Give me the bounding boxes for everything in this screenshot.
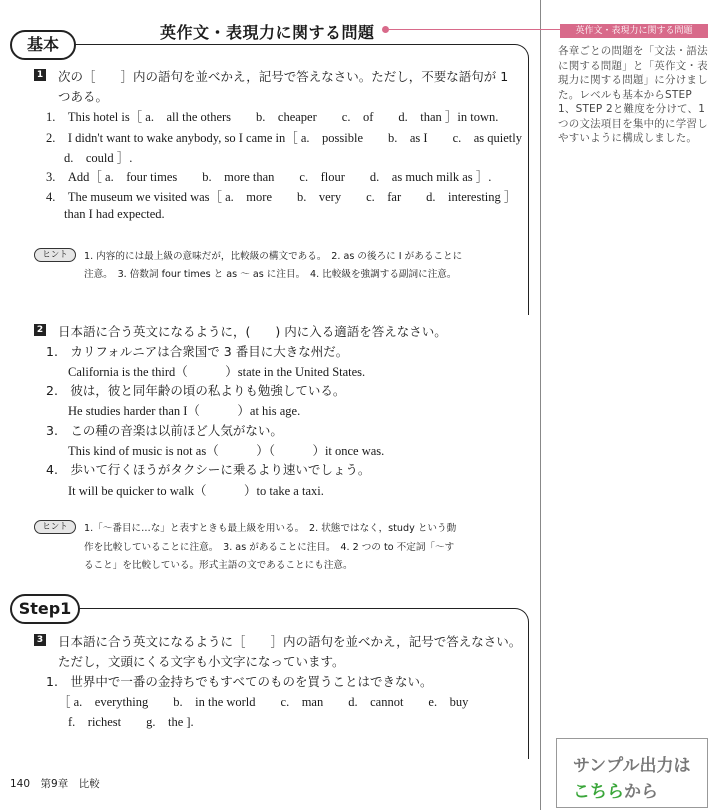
q2-instruction: 日本語に合う英文になるように，( ) 内に入る適語を答えなさい。 [58,324,447,339]
q1-item-3: 3. Add［ a. four times b. more than c. flour d. as much milk as ］. [46,170,492,184]
hint-badge-2: ヒント [34,520,76,534]
q2-item-4-en: It will be quicker to walk（ ）to take a taxi. [68,484,324,498]
hint2-line3: ること」を比較している。形式主語の文であることにも注意。 [84,560,353,571]
q2-item-1-jp: 1. カリフォルニアは合衆国で 3 番目に大きな州だ。 [46,344,349,359]
q2-item-3-jp: 3. この種の音楽は以前ほど人気がない。 [46,423,283,438]
sample-output-label: サンプル出力は [573,756,691,776]
title-dot-icon [382,26,389,33]
q3-item-1-options: ［ a. everything b. in the world c. man d. cannot e. buy [58,695,469,709]
title-leader-line [389,29,561,30]
hint-badge-1: ヒント [34,248,76,262]
q1-item-2: 2. I didn't want to wake anybody, so I came in［ a. possible b. as I c. as quietly [46,131,523,145]
q3-item-1-options-cont: f. richest g. the ]. [68,715,194,729]
question-number-1: 1 [34,69,46,81]
q3-instruction-line2: ただし，文頭にくる文字も小文字になっています。 [58,654,345,669]
q2-item-1-en: California is the third（ ）state in the United States. [68,365,366,379]
chapter-label: 第9章 比較 [40,778,100,790]
side-category-tag: 英作文・表現力に関する問題 [560,24,708,38]
page-number: 140 [10,778,31,790]
section-basic-badge: 基本 [10,30,76,60]
sample-output-button[interactable] [556,738,708,808]
q2-item-2-jp: 2. 彼は，彼と同年齢の頃の私よりも勉強している。 [46,383,346,398]
hint2-line2: 作を比較していることに注意。 3. as があることに注目。 4. 2 つの to 不定詞「～す [84,542,455,553]
hint2-line1: 1.「～番目に…な」と表すときも最上級を用いる。 2. 状態ではなく，study という動 [84,523,457,534]
question-number-2: 2 [34,324,46,336]
q2-item-2-en: He studies harder than I（ ）at his age. [68,404,301,418]
q1-item-2-cont: d. could ］. [64,151,133,165]
q1-item-4-cont: than I had expected. [64,207,165,221]
page-footer [10,776,100,791]
section-step1-badge: Step1 [10,594,80,624]
q1-item-4: 4. The museum we visited was［ a. more b. very c. far d. interesting ］ [46,190,517,204]
page-title: 英作文・表現力に関する問題 [160,23,375,42]
sample-output-link[interactable]: こちら [573,782,624,802]
sample-output-link-line [573,777,658,802]
q2-item-3-en: This kind of music is not as（ ）（ ）it once was. [68,444,385,458]
q1-instruction-line2: つある。 [58,89,109,104]
hint1-line2: 注意。 3. 倍数詞 four times と as ～ as に注目。 4. 比較級を強調する副詞に注意。 [84,269,457,280]
q3-item-1-jp: 1. 世界中で一番の金持ちでもすべてのものを買うことはできない。 [46,674,433,689]
side-description: 各章ごとの問題を「文法・語法に関する問題」と「英作文・表現力に関する問題」に分けました。レベルも基本からSTEP 1、STEP 2と難度を分けて、1つの文法項目を集中的に学習しやすいように構成しました。 [558,45,708,144]
q1-item-1: 1. This hotel is［ a. all the others b. cheaper c. of d. than ］in town. [46,110,499,124]
sample-output-suffix: から [624,782,658,802]
q3-instruction-line1: 日本語に合う英文になるように［ ］内の語句を並べかえ，記号で答えなさい。 [58,634,522,649]
hint1-line1: 1. 内容的には最上級の意味だが，比較級の構文である。 2. as の後ろに I があることに [84,251,463,262]
q1-instruction-line1: 次の［ ］内の語句を並べかえ，記号で答えなさい。ただし，不要な語句が 1 [58,69,509,84]
question-number-3: 3 [34,634,46,646]
q2-item-4-jp: 4. 歩いて行くほうがタクシーに乗るより速いでしょう。 [46,462,371,477]
